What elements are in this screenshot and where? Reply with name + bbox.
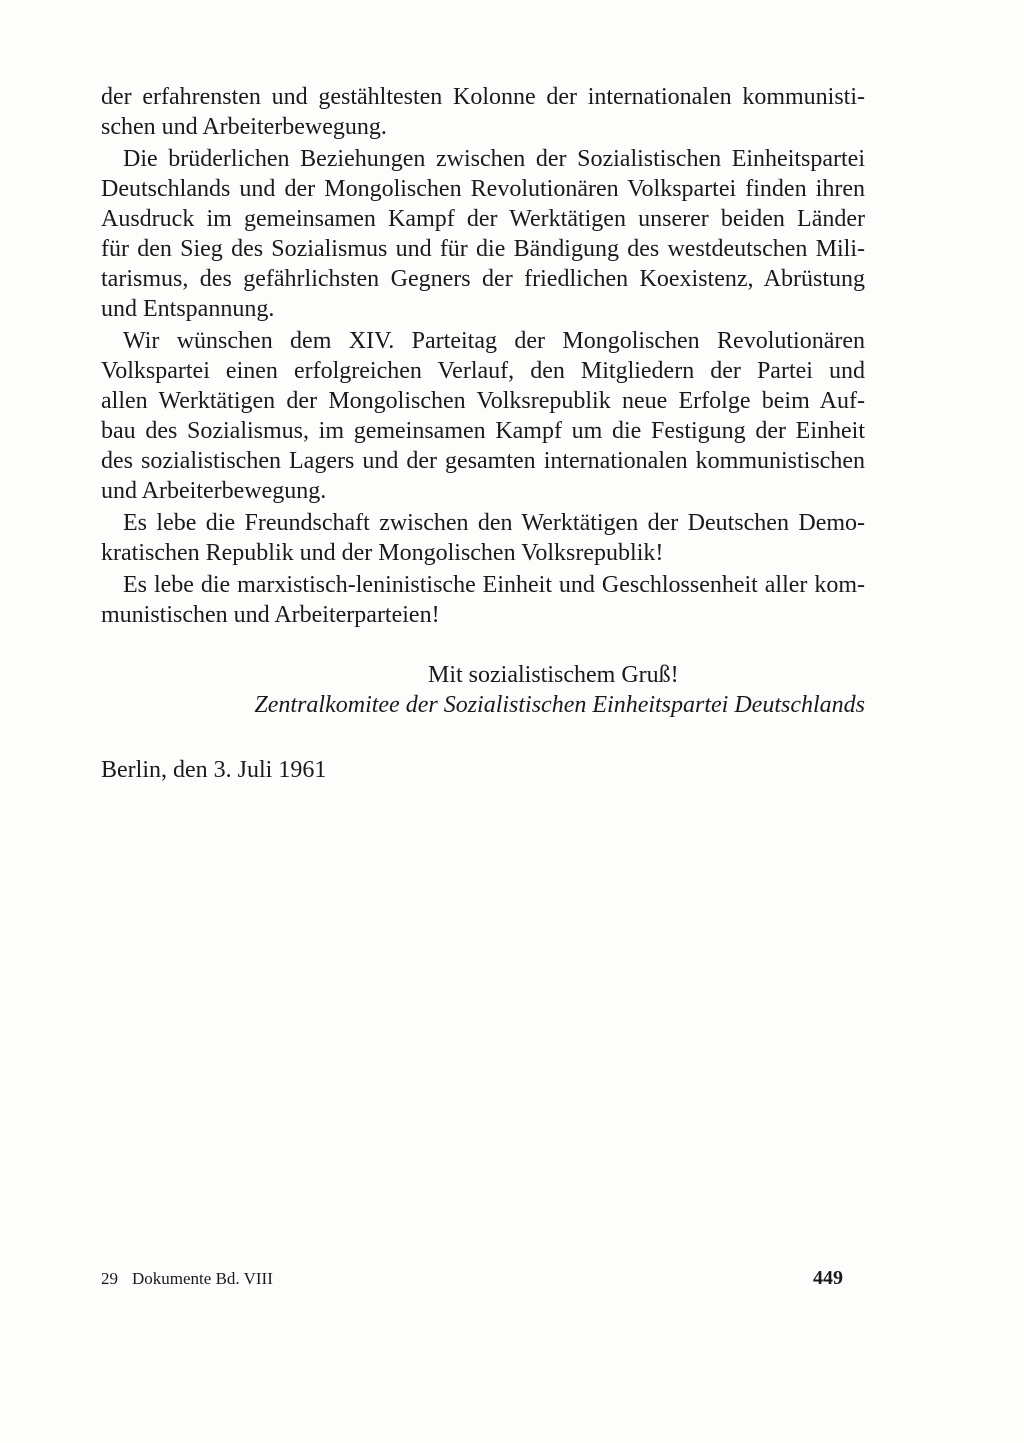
text-line: des sozialistischen Lagers und der gesamten internationalen kommunistischen (101, 448, 865, 474)
text-line: Ausdruck im gemeinsamen Kampf der Werktätigen unserer beiden Länder (101, 206, 865, 232)
text-line: der erfahrensten und gestähltesten Kolonne der internationalen kommunisti- (101, 84, 865, 110)
text-line: und Arbeiterbewegung. (101, 478, 327, 504)
text-line: Es lebe die Freundschaft zwischen den Werktätigen der Deutschen Demo- (123, 510, 865, 536)
footer-signature (101, 1268, 273, 1290)
signatory: Zentralkomitee der Sozialistischen Einheitspartei Deutschlands (254, 692, 865, 718)
text-line: allen Werktätigen der Mongolischen Volksrepublik neue Erfolge beim Auf- (101, 388, 865, 414)
signature-number: 29 (101, 1269, 118, 1288)
volume-label: Dokumente Bd. VIII (132, 1269, 273, 1288)
text-line: schen und Arbeiterbewegung. (101, 114, 387, 140)
text-line: Volkspartei einen erfolgreichen Verlauf, den Mitgliedern der Partei und (101, 358, 865, 384)
text-line: kratischen Republik und der Mongolischen Volksrepublik! (101, 540, 664, 566)
text-line: Deutschlands und der Mongolischen Revolutionären Volkspartei finden ihren (101, 176, 865, 202)
text-line: Wir wünschen dem XIV. Parteitag der Mongolischen Revolutionären (123, 328, 865, 354)
closing-greeting: Mit sozialistischem Gruß! (428, 662, 679, 688)
text-line: Es lebe die marxistisch-leninistische Einheit und Geschlossenheit aller kom- (123, 572, 865, 598)
text-line: für den Sieg des Sozialismus und für die Bändigung des westdeutschen Mili- (101, 236, 865, 262)
text-line: munistischen und Arbeiterparteien! (101, 602, 440, 628)
text-line: bau des Sozialismus, im gemeinsamen Kampf um die Festigung der Einheit (101, 418, 865, 444)
date-line: Berlin, den 3. Juli 1961 (101, 757, 327, 783)
text-line: tarismus, des gefährlichsten Gegners der friedlichen Koexistenz, Abrüstung (101, 266, 865, 292)
text-line: Die brüderlichen Beziehungen zwischen der Sozialistischen Einheitspartei (123, 146, 865, 172)
text-line: und Entspannung. (101, 296, 275, 322)
page-number: 449 (813, 1267, 843, 1289)
